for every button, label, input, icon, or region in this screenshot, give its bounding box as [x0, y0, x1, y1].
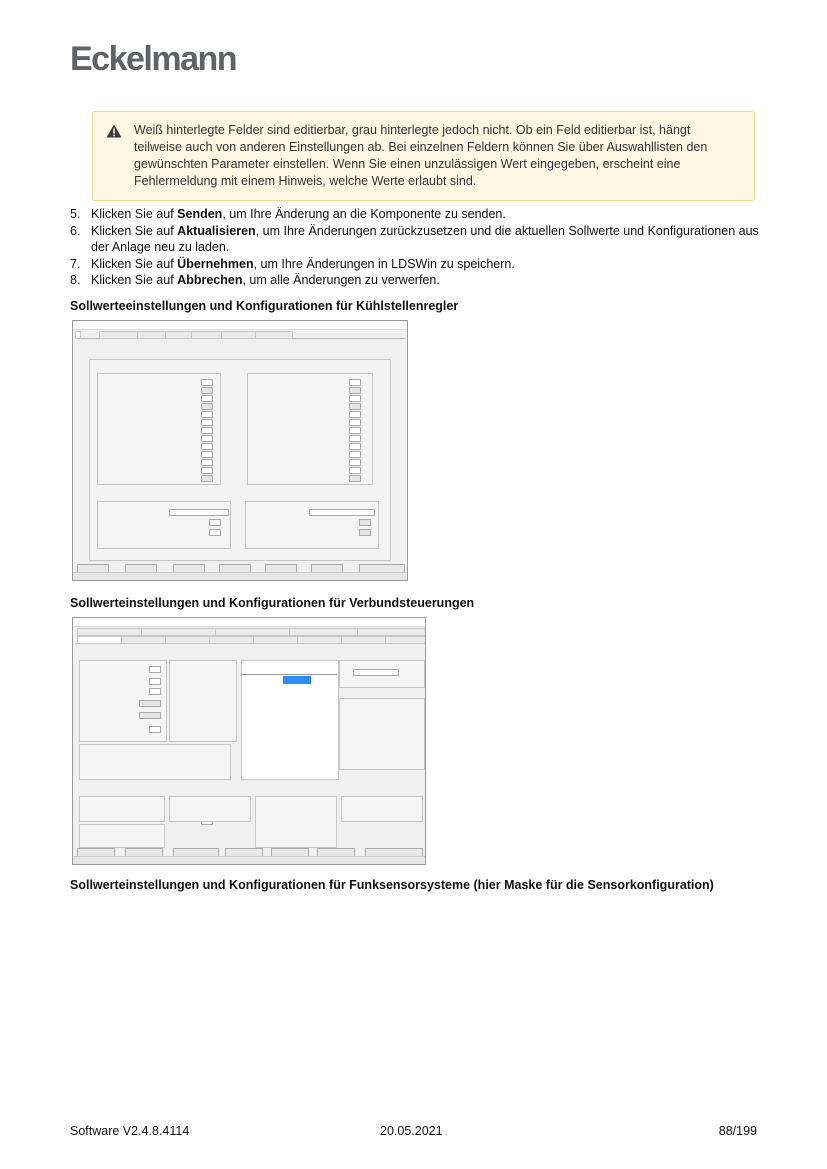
warning-icon — [106, 124, 122, 138]
step-item: 5. Klicken Sie auf Senden, um Ihre Änderung an die Komponente zu senden. — [70, 207, 506, 221]
warning-text: Weiß hinterlegte Felder sind editierbar, grau hinterlegte jedoch nicht. Ob ein Feld editierbar ist, hängt teilweise auch von anderen Einstellungen ab. Bei einzelnen Feldern können Sie über Auswahllisten den gewünschten Parameter einstellen. Wenn Sie einen unzulässigen Wert eingegeben, erscheint eine Fehlermeldung mit einem Hinweis, welche Werte erlaubt sind. — [134, 123, 708, 188]
section-heading-verbundsteuerungen: Sollwerteinstellungen und Konfigurationen für Verbundsteuerungen — [70, 596, 475, 610]
section-heading-funksensorsysteme: Sollwerteinstellungen und Konfigurationen für Funksensorsysteme (hier Maske für die Sensorkonfiguration) — [70, 878, 714, 892]
eckelmann-logo: Eckelmann — [70, 40, 237, 78]
step-item: 8. Klicken Sie auf Abbrechen, um alle Änderungen zu verwerfen. — [70, 273, 440, 287]
footer-date: 20.05.2021 — [380, 1124, 443, 1138]
step-item: 7. Klicken Sie auf Übernehmen, um Ihre Änderungen in LDSWin zu speichern. — [70, 256, 515, 271]
step-list — [70, 206, 760, 289]
step-item: 6. Klicken Sie auf Aktualisieren, um Ihre Änderungen zurückzusetzen und die aktuellen Sollwerte und Konfigurationen aus der Anlage neu zu laden. — [70, 223, 759, 254]
warning-box — [92, 111, 755, 201]
section-heading-kuehlstellenregler: Sollwerteeinstellungen und Konfigurationen für Kühlstellenregler — [70, 299, 459, 313]
kuehlstellenregler-screenshot — [72, 320, 408, 581]
footer-version: Software V2.4.8.4114 — [70, 1124, 190, 1138]
verbundsteuerungen-screenshot — [72, 617, 426, 865]
footer-page-number: 88/199 — [718, 1124, 757, 1138]
